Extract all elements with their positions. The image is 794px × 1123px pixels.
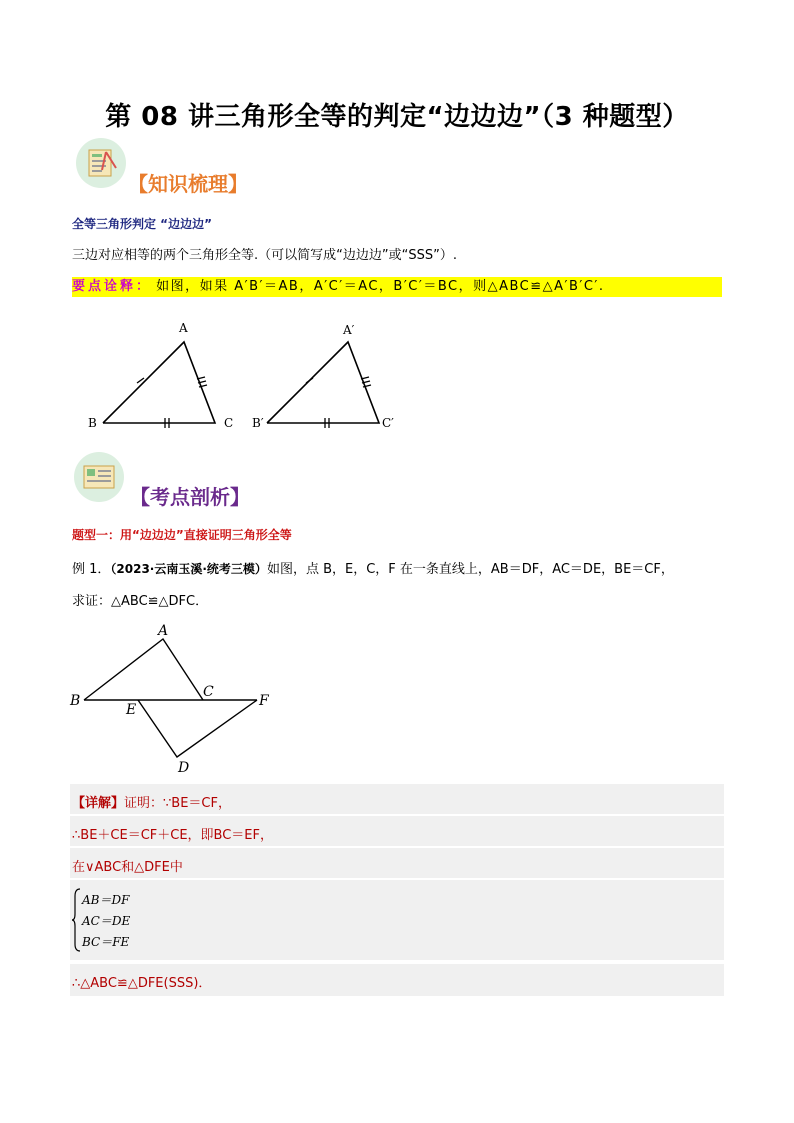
solution-label: 【详解】: [72, 796, 125, 811]
vertex-label-b: B: [88, 416, 97, 430]
triangle-a-prime-b-prime-c-prime: [267, 342, 379, 428]
question-type-heading: 题型一：用“边边边”直接证明三角形全等: [72, 528, 292, 542]
solution-conclusion: ∴△ABC≌△DFE(SSS)．: [72, 976, 212, 991]
keypoint-label: 要点诠释：: [72, 279, 153, 294]
point-label-b: B: [70, 693, 81, 709]
point-label-c: C: [203, 684, 214, 700]
page-title: 第 08 讲三角形全等的判定“边边边”（3 种题型）: [105, 102, 689, 132]
solution-step-2: ∴BE＋CE＝CF＋CE，即BC＝EF，: [72, 828, 273, 843]
section-heading-analysis: 【考点剖析】: [130, 485, 250, 509]
example-1-statement: [72, 558, 674, 577]
solution-line-1: [72, 792, 231, 811]
document-icon: [74, 452, 124, 502]
example-1-text: 如图，点 B，E，C，F 在一条直线上，AB＝DF，AC＝DE，BE＝CF，: [266, 562, 674, 577]
solution-step-3: 在∨ABC和△DFE中: [72, 860, 183, 875]
example-1-source: （2023·云南玉溪·统考三模）: [110, 562, 267, 576]
example-1-figure: [66, 620, 286, 780]
section-heading-knowledge: 【知识梳理】: [128, 172, 248, 196]
keypoint-line: [72, 277, 722, 297]
point-label-a: A: [158, 623, 169, 639]
point-label-e: E: [126, 702, 137, 718]
equation-2: AC＝DE: [82, 914, 131, 928]
vertex-label-b-prime: B′: [252, 416, 264, 430]
knowledge-definition: 三边对应相等的两个三角形全等.（可以简写成“边边边”或“SSS”）.: [72, 248, 457, 263]
keypoint-text: 如图，如果 A′B′＝AB，A′C′＝AC，B′C′＝BC，则△ABC≌△A′B′C′.: [156, 279, 605, 294]
solution-row-4: [70, 880, 724, 960]
example-1-prove: 求证：△ABC≌△DFC．: [72, 594, 209, 609]
solution-step-1: 证明：∵BE＝CF，: [124, 796, 231, 811]
congruent-triangles-figure: [80, 316, 410, 436]
point-label-f: F: [259, 693, 269, 709]
vertex-label-a-prime: A′: [343, 323, 355, 337]
vertex-label-c: C: [224, 416, 234, 430]
knowledge-subtitle: 全等三角形判定 “边边边”: [72, 217, 212, 231]
equation-brace: [72, 888, 82, 952]
triangle-abc: [103, 342, 215, 428]
notebook-icon: [76, 138, 126, 188]
vertex-label-c-prime: C′: [382, 416, 394, 430]
vertex-label-a: A: [179, 321, 188, 335]
equation-3: BC＝FE: [82, 935, 130, 949]
example-1-prefix: 例 1．: [72, 562, 111, 577]
equation-1: AB＝DF: [82, 893, 130, 907]
point-label-d: D: [178, 760, 190, 776]
